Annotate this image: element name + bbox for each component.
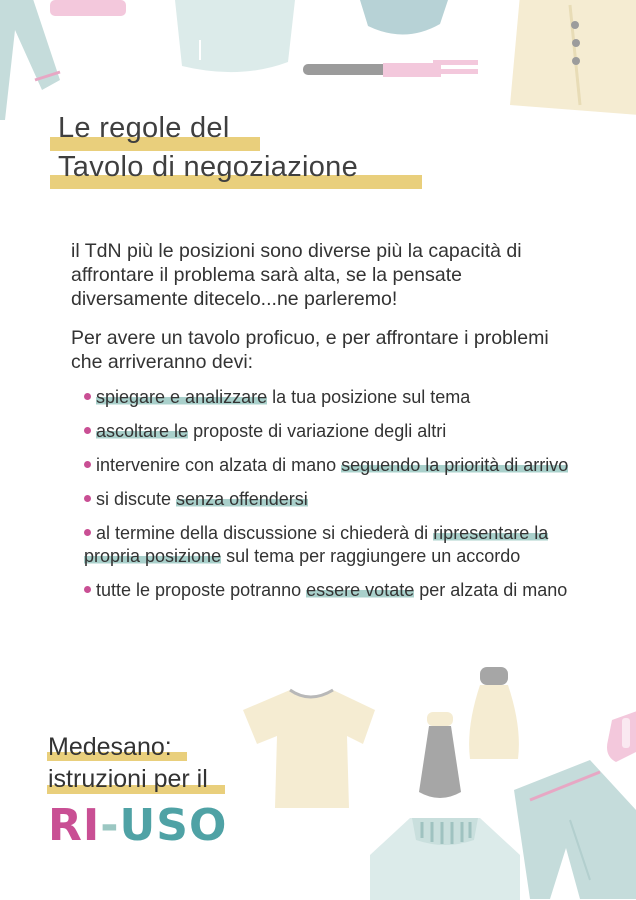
rule-item [84,579,578,602]
rule-text: la tua posizione sul tema [267,387,471,407]
rule-item [84,454,578,477]
sweater-icon [370,800,520,900]
page-title-line-2: Tavolo di negoziazione [58,151,359,183]
rule-highlight: ascoltare le [96,421,189,441]
rule-item [84,386,578,409]
pink-cloth-icon [50,0,130,20]
rule-item [84,420,578,443]
logo-uso: USO [119,800,228,851]
bullet-icon [84,461,91,468]
rule-text: intervenire con alzata di mano [96,455,342,475]
rule-text: tutte le proposte potranno [96,580,307,600]
bullet-icon [84,393,91,400]
rule-highlight: senza offendersi [176,489,308,509]
footer-title-line-1: Medesano: [48,733,172,761]
logo-dash: - [100,800,120,851]
bullet-icon [84,427,91,434]
tshirt-icon [235,684,385,814]
rule-highlight: seguendo la priorità di arrivo [341,455,569,475]
bullet-icon [84,586,91,593]
intro-paragraph-2: Per avere un tavolo proficuo, e per affrontare i problemi che arriveranno devi: [71,327,549,373]
rule-highlight: essere votate [306,580,415,600]
bottle-icon [415,712,465,802]
tshirt-icon [170,0,300,80]
rule-text: sul tema per raggiungere un accordo [221,546,521,566]
mug-icon [360,0,450,40]
rule-text: si discute [96,489,177,509]
rule-text: al termine della discussione si chiederà di [96,523,434,543]
footer-title-line-2: istruzioni per il [48,765,208,793]
rule-highlight: spiegare e analizzare [96,387,268,407]
pink-bottle-icon [602,710,636,765]
salt-shaker-icon [466,667,522,767]
rule-item [84,488,578,511]
bullet-icon [84,529,91,536]
shirt-icon [500,0,636,125]
rule-text: per alzata di mano [414,580,568,600]
ri-uso-logo [48,800,227,851]
intro-paragraph-1: il TdN più le posizioni sono diverse più la capacità di affrontare il problema sarà alta, se la pensate diversamente ditecelo...ne parleremo! [71,240,522,310]
bullet-icon [84,495,91,502]
jeans-icon [510,760,636,899]
rule-highlight: ripresentare la propria posizione [84,523,549,566]
page-title-line-1: Le regole del [58,112,230,144]
fork-icon [303,55,483,85]
rule-text: proposte di variazione degli altri [188,421,447,441]
rule-item [84,522,578,568]
rules-list [84,386,578,613]
logo-ri: RI [48,800,101,851]
